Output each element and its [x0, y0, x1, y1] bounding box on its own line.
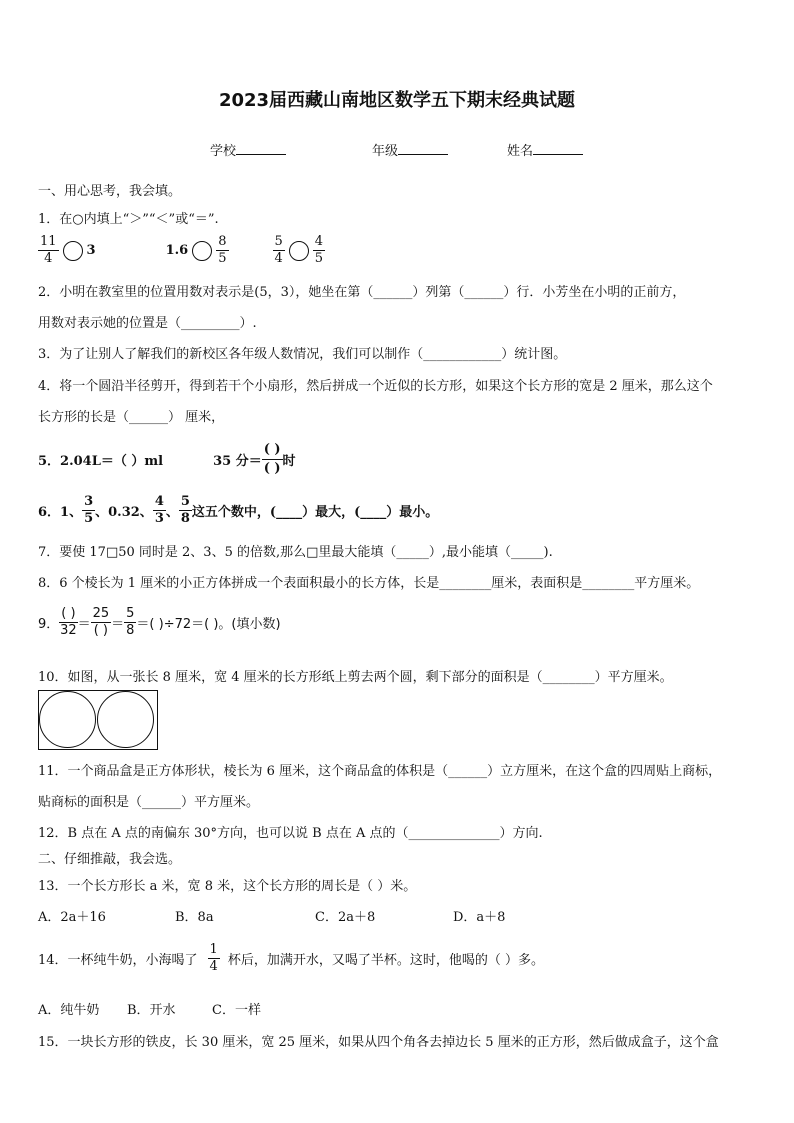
fraction: $\frac{4}{3}$ [154, 494, 164, 526]
question-7: 7．要使 17□50 同时是 2、3、5 的倍数,那么□里最大能填（_____）,最小能填（_____). [38, 545, 553, 560]
question-15: 15．一块长方形的铁皮，长 30 厘米，宽 25 厘米，如果从四个角各去掉边长 5 厘米的正方形，然后做成盒子，这个盒 [38, 1035, 719, 1050]
grade-blank[interactable] [398, 141, 448, 155]
question-2-line-2: 用数对表示她的位置是（_________）. [38, 316, 257, 331]
fraction: $\frac{3}{5}$ [84, 494, 94, 526]
question-11-line-2: 贴商标的面积是（______）平方厘米。 [38, 795, 260, 810]
question-10: 10．如图，从一张长 8 厘米，宽 4 厘米的长方形纸上剪去两个圆，剩下部分的面积是（________）平方厘米。 [38, 670, 673, 685]
grade-field: 年级 [372, 140, 448, 159]
fraction: $\frac{( )}{( )}$ [263, 442, 281, 476]
question-5: 5．2.04L＝（ ）ml 35 分＝ $\frac{( )}{( )}$ 时 [38, 442, 296, 476]
school-field: 学校 [210, 140, 286, 159]
fraction: $\frac{8}{5}$ [218, 234, 227, 266]
circle-right [97, 691, 154, 748]
section-1-heading: 一、用心思考，我会填。 [38, 184, 182, 199]
question-12: 12．B 点在 A 点的南偏东 30°方向，也可以说 B 点在 A 点的（______________）方向. [38, 826, 543, 841]
question-8: 8．6 个棱长为 1 厘米的小正方体拼成一个表面积最小的长方体，长是________厘米，表面积是________平方厘米。 [38, 576, 700, 591]
option-c[interactable]: C．一样 [212, 1003, 261, 1018]
question-11-line-1: 11．一个商品盒是正方体形状，棱长为 6 厘米，这个商品盒的体积是（______）立方厘米，在这个盒的四周贴上商标， [38, 764, 722, 779]
name-blank[interactable] [533, 141, 583, 155]
fraction: $\frac{( )}{32}$ [60, 606, 77, 638]
question-1: 1．在○内填上“＞”“＜”或“＝”. [38, 212, 219, 227]
page-title: 2023届西藏山南地区数学五下期末经典试题 [218, 90, 576, 111]
question-3: 3．为了让别人了解我们的新校区各年级人数情况，我们可以制作（____________）统计图。 [38, 347, 567, 362]
question-2-line-1: 2．小明在教室里的位置用数对表示是(5，3），她坐在第（______）列第（______）行．小芳坐在小明的正前方， [38, 285, 686, 300]
fraction: $\frac{5}{8}$ [180, 494, 190, 526]
fraction: $\frac{11}{4}$ [40, 234, 57, 266]
fraction: $\frac{5}{4}$ [274, 234, 283, 266]
circle-left [39, 691, 96, 748]
fraction: $\frac{4}{5}$ [314, 234, 324, 266]
option-a[interactable]: A．2a＋16 [38, 910, 106, 925]
option-a[interactable]: A．纯牛奶 [38, 1003, 100, 1018]
option-b[interactable]: B．开水 [127, 1003, 176, 1018]
school-blank[interactable] [236, 141, 286, 155]
option-c[interactable]: C．2a＋8 [315, 910, 376, 925]
question-9: 9． $\frac{( )}{32}$ ＝ $\frac{25}{( )}$ ＝ $\frac{5}{8}$ ＝( )÷72＝( )。(填小数) [38, 606, 281, 638]
option-d[interactable]: D．a＋8 [453, 910, 506, 925]
rectangle-two-circles-figure [38, 690, 158, 750]
fraction: $\frac{25}{( )}$ [92, 606, 110, 638]
section-2-heading: 二、仔细推敲，我会选。 [38, 852, 182, 867]
compare-circle[interactable] [192, 241, 212, 261]
question-4-line-1: 4．将一个圆沿半径剪开，得到若干个小扇形，然后拼成一个近似的长方形，如果这个长方形的宽是 2 厘米，那么这个 [38, 379, 713, 394]
fraction: $\frac{1}{4}$ [209, 942, 218, 974]
compare-circle[interactable] [63, 241, 83, 261]
question-4-line-2: 长方形的长是（______） 厘米， [38, 410, 225, 425]
compare-circle[interactable] [289, 241, 309, 261]
question-14: 14．一杯纯牛奶，小海喝了 $\frac{1}{4}$ 杯后，加满开水，又喝了半杯。这时，他喝的（ ）多。 [38, 942, 544, 974]
fraction: $\frac{5}{8}$ [126, 606, 135, 638]
question-13: 13．一个长方形长 a 米，宽 8 米，这个长方形的周长是（ ）米。 [38, 879, 417, 894]
question-6: 6．1、 $\frac{3}{5}$ 、0.32、 $\frac{4}{3}$ 、 $\frac{5}{8}$ 这五个数中，(____）最大，(____）最小。 [38, 494, 439, 526]
name-field: 姓名 [507, 140, 583, 159]
question-1-items: $\frac{11}{4}$ 3 1.6 $\frac{8}{5}$ $\frac{5}{4}$ $\frac{4}{5}$ [40, 234, 324, 266]
option-b[interactable]: B．8a [175, 910, 214, 925]
